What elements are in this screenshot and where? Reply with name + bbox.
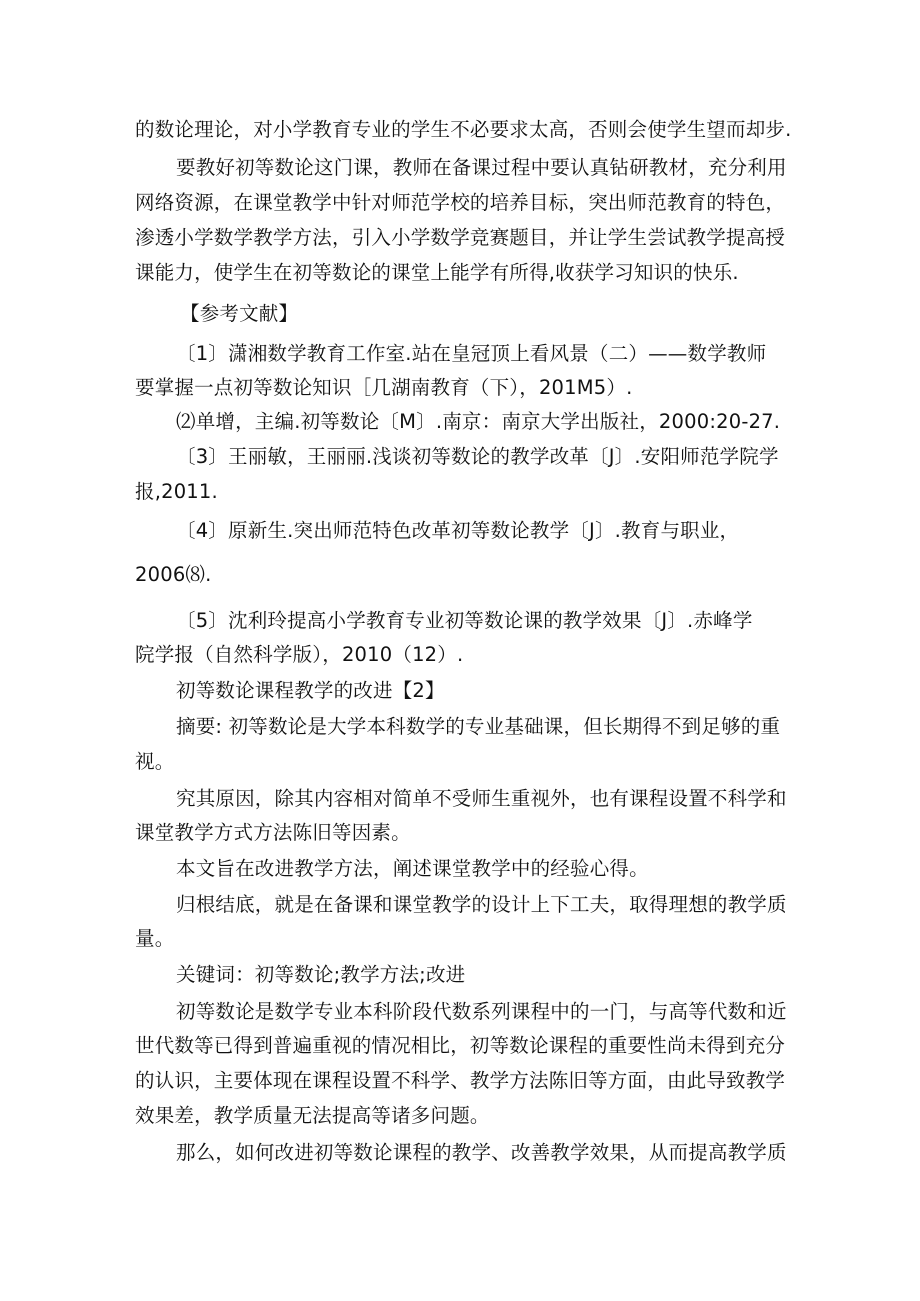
reference-entry: 〔1〕潇湘数学教育工作室.站在皇冠顶上看风景（二）——数学教师 [176,342,767,365]
reference-entry: 〔4〕原新生.突出师范特色改革初等数论教学〔J〕.教育与职业， [176,519,740,542]
reference-entry: 〔5〕沈利玲提高小学教育专业初等数论课的教学效果〔J〕.赤峰学 [176,609,753,632]
paragraph-line: 本文旨在改进教学方法，阐述课堂教学中的经验心得。 [176,857,649,880]
paragraph-line: 的认识，主要体现在课程设置不科学、教学方法陈旧等方面，由此导致教学 [135,1069,786,1092]
text-line: 课能力，使学生在初等数论的课堂上能学有所得,收获学习知识的快乐. [135,261,739,284]
paragraph-line: 世代数等已得到普遍重视的情况相比，初等数论课程的重要性尚未得到充分 [135,1034,786,1057]
text-line: 网络资源，在课堂教学中针对师范学校的培养目标，突出师范教育的特色， [135,191,786,214]
paragraph-line: 要教好初等数论这门课，教师在备课过程中要认真钻研教材，充分利用 [176,156,787,179]
reference-entry-continued: 院学报（自然科学版），2010（12）. [135,643,464,666]
reference-entry-continued: 2006⑻. [135,563,212,586]
abstract-line: 摘要: 初等数论是大学本科数学的专业基础课，但长期得不到足够的重 [176,715,781,738]
paragraph-line: 究其原因，除其内容相对简单不受师生重视外，也有课程设置不科学和 [176,787,787,810]
abstract-line: 视。 [135,750,175,773]
references-heading: 【参考文献】 [180,302,299,325]
reference-entry-continued: 报,2011. [135,480,218,503]
paragraph-line: 那么，如何改进初等数论课程的教学、改善教学效果，从而提高教学质 [176,1141,787,1164]
text-line: 渗透小学数学教学方法，引入小学数学竞赛题目，并让学生尝试教学提高授 [135,226,786,249]
paragraph-line: 初等数论是数学专业本科阶段代数系列课程中的一门，与高等代数和近 [176,1000,787,1023]
paragraph-line: 量。 [135,927,175,950]
paragraph-line: 课堂教学方式方法陈旧等因素。 [135,821,411,844]
keywords-line: 关键词：初等数论;教学方法;改进 [176,963,466,986]
text-line: 的数论理论，对小学教育专业的学生不必要求太高，否则会使学生望而却步. [135,118,792,141]
reference-entry-continued: 要掌握一点初等数论知识［几湖南教育（下），201M5）. [135,376,633,399]
paragraph-line: 效果差，教学质量无法提高等诸多问题。 [135,1104,490,1127]
reference-entry: ⑵单增，主编.初等数论〔M〕.南京：南京大学出版社，2000:20-27. [176,410,781,433]
reference-entry: 〔3〕王丽敏，王丽丽.浅谈初等数论的教学改革〔J〕.安阳师范学院学 [176,445,779,468]
paragraph-line: 归根结底，就是在备课和课堂教学的设计上下工夫，取得理想的教学质 [176,893,787,916]
article-title: 初等数论课程教学的改进【2】 [176,679,445,702]
